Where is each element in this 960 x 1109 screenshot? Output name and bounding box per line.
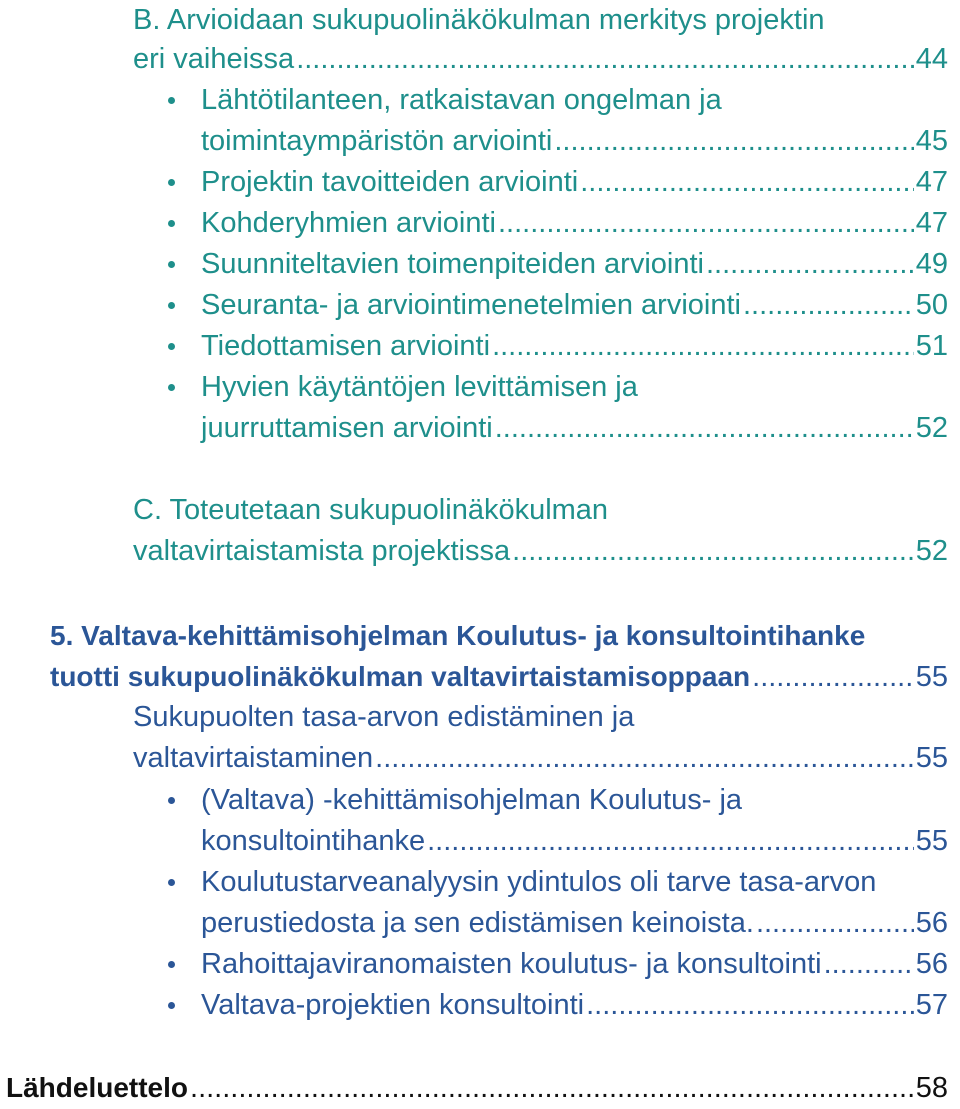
page-number: 51 (915, 330, 948, 362)
toc-item-text: toimintaympäristön arviointi (201, 125, 553, 157)
chapter-5-title[interactable]: 5. Valtava-kehittämisohjelman Koulutus- ja konsultointihanke (50, 620, 866, 651)
page-number: 55 (915, 742, 948, 774)
bullet-icon (168, 879, 175, 886)
section-b-entry[interactable] (133, 39, 948, 80)
page-number: 49 (915, 248, 948, 280)
page-number: 50 (915, 289, 948, 321)
dot-leader (296, 39, 914, 80)
bullet-icon (168, 797, 175, 804)
page-number: 56 (915, 948, 948, 980)
page-number: 45 (915, 125, 948, 157)
page-number: 55 (915, 825, 948, 857)
toc-entry[interactable] (201, 203, 948, 244)
toc-item-text: konsultointihanke (201, 825, 426, 857)
references-title: Lähdeluettelo (6, 1072, 189, 1103)
toc-item-text: Valtava-projektien konsultointi (201, 989, 585, 1021)
toc-item-text: Seuranta- ja arviointimenetelmien arviointi (201, 289, 741, 321)
page-number: 47 (915, 207, 948, 239)
chapter-5-title-cont: tuotti sukupuolinäkökulman valtavirtaistamisoppaan (50, 661, 751, 692)
toc-entry[interactable] (201, 326, 948, 367)
dot-leader (492, 326, 914, 367)
chapter-5-sub-entry[interactable] (133, 738, 948, 779)
bullet-icon (168, 179, 175, 186)
toc-item-text: juurruttamisen arviointi (201, 412, 493, 444)
section-c-title[interactable]: C. Toteutetaan sukupuolinäkökulman (133, 494, 609, 526)
toc-item-text: Projektin tavoitteiden arviointi (201, 166, 579, 198)
toc-entry[interactable] (201, 244, 948, 285)
toc-entry[interactable] (201, 903, 948, 944)
dot-leader (375, 738, 914, 779)
chapter-5-sub-title[interactable]: Sukupuolten tasa-arvon edistäminen ja (133, 701, 635, 733)
toc-item-b-hyvien[interactable]: Hyvien käytäntöjen levittämisen ja (201, 371, 638, 403)
toc-item-text: Kohderyhmien arviointi (201, 207, 496, 239)
dot-leader (743, 285, 914, 326)
dot-leader (586, 985, 914, 1026)
toc-item-text: Rahoittajaviranomaisten koulutus- ja konsultointi (201, 948, 822, 980)
bullet-icon (168, 961, 175, 968)
dot-leader (554, 121, 913, 162)
dot-leader (752, 657, 914, 698)
toc-item-5-valtava[interactable]: (Valtava) -kehittämisohjelman Koulutus- ja (201, 784, 743, 816)
section-b-title-cont: eri vaiheissa (133, 43, 295, 75)
bullet-icon (168, 343, 175, 350)
toc-item-text: Tiedottamisen arviointi (201, 330, 491, 362)
toc-entry[interactable] (201, 821, 948, 862)
toc-entry[interactable] (201, 944, 948, 985)
toc-item-b-lahtotilanne[interactable]: Lähtötilanteen, ratkaistavan ongelman ja (201, 84, 722, 116)
dot-leader (512, 531, 914, 572)
toc-entry[interactable] (201, 408, 948, 449)
toc-entry[interactable] (201, 162, 948, 203)
section-c-title-cont: valtavirtaistamista projektissa (133, 535, 511, 567)
dot-leader (824, 944, 914, 985)
bullet-icon (168, 97, 175, 104)
page-number: 47 (915, 166, 948, 198)
toc-item-text: perustiedosta ja sen edistämisen keinoista. (201, 907, 754, 939)
dot-leader (427, 821, 914, 862)
dot-leader (190, 1068, 914, 1109)
toc-item-text: Suunniteltavien toimenpiteiden arviointi (201, 248, 704, 280)
chapter-5-sub-title-cont: valtavirtaistaminen (133, 742, 374, 774)
section-b-title[interactable]: B. Arvioidaan sukupuolinäkökulman merkitys projektin (133, 4, 825, 36)
dot-leader (756, 903, 914, 944)
page-number: 57 (915, 989, 948, 1021)
dot-leader (580, 162, 914, 203)
chapter-5-entry[interactable] (50, 656, 948, 698)
page-number: 52 (915, 412, 948, 444)
page-number: 55 (915, 661, 948, 693)
bullet-icon (168, 384, 175, 391)
page-number: 56 (915, 907, 948, 939)
dot-leader (706, 244, 914, 285)
bullet-icon (168, 302, 175, 309)
toc-entry[interactable] (201, 285, 948, 326)
toc-entry[interactable] (201, 121, 948, 162)
bullet-icon (168, 1002, 175, 1009)
bullet-icon (168, 220, 175, 227)
dot-leader (495, 408, 914, 449)
toc-item-5-koulutustarve[interactable]: Koulutustarveanalyysin ydintulos oli tarve tasa-arvon (201, 866, 877, 898)
references-entry[interactable] (6, 1067, 948, 1109)
page-number: 58 (915, 1072, 948, 1104)
page-number: 44 (915, 43, 948, 75)
bullet-icon (168, 261, 175, 268)
section-c-entry[interactable] (133, 531, 948, 572)
toc-entry[interactable] (201, 985, 948, 1026)
page-number: 52 (915, 535, 948, 567)
dot-leader (498, 203, 914, 244)
